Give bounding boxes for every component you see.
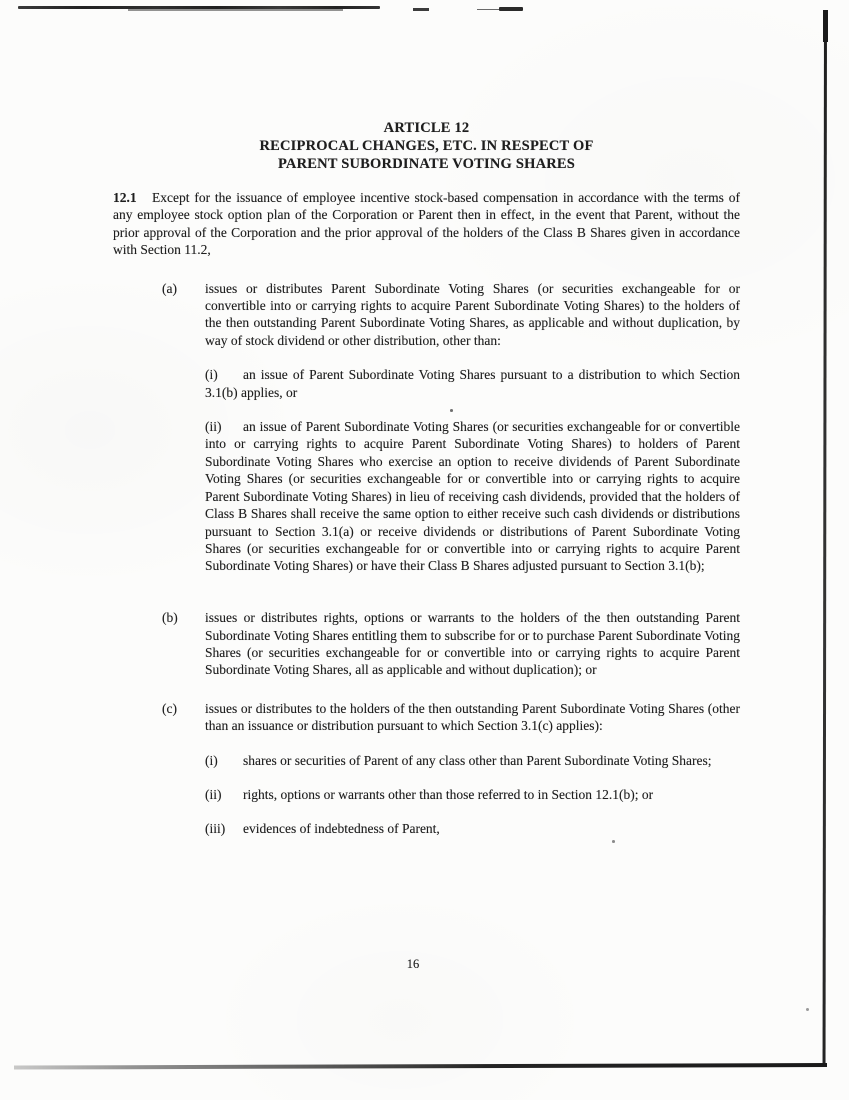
subclause-ii-label: (ii)	[205, 419, 222, 435]
article-heading	[113, 119, 740, 173]
clause-b	[162, 609, 740, 679]
scan-artifact-right-edge-top	[823, 10, 828, 42]
clause-a-subclause-ii	[205, 418, 740, 575]
subclause-i-label: (i)	[205, 752, 218, 768]
article-heading-line3: PARENT SUBORDINATE VOTING SHARES	[277, 156, 576, 172]
article-heading-line1: ARTICLE 12	[383, 120, 470, 136]
page-number: 16	[406, 957, 420, 971]
clause-a-subclause-i	[205, 366, 740, 401]
clause-c-subclause-ii	[205, 786, 740, 803]
subclause-i-text: shares or securities of Parent of any class other than Parent Subordinate Voting Shares;	[243, 752, 712, 768]
subclause-ii-text: an issue of Parent Subordinate Voting Shares (or securities exchangeable for or convertible into or carrying rights to acquire Parent Subordinate Voting Shares) to holders of Parent Subordinate Voting Shares who exercise an option to receive dividends of Parent Subordinate Voting Shares (or securities exchangeable for or convertible into or carrying rights to acquire Parent Subordinate Voting Shares) in lieu of receiving cash dividends, provided that the holders of Class B Shares shall receive the same option to either receive such cash dividends or distributions pursuant to Section 3.1(a) or receive dividends or distributions of Parent Subordinate Voting Shares (or securities exchangeable for or convertible into or carrying rights to acquire Parent Subordinate Voting Shares) or have their Class B Shares adjusted pursuant to Section 3.1(b);	[205, 419, 740, 574]
scan-artifact-right-edge	[823, 10, 827, 1066]
subclause-i-label: (i)	[205, 367, 218, 383]
section-12-1-paragraph	[113, 189, 740, 259]
scan-speck	[806, 1008, 809, 1011]
subclause-iii-text: evidences of indebtedness of Parent,	[243, 821, 440, 837]
clause-c-subclause-iii	[205, 820, 740, 837]
clause-a	[162, 280, 740, 589]
subclause-ii-text: rights, options or warrants other than those referred to in Section 12.1(b); or	[243, 787, 654, 803]
clause-c	[162, 700, 740, 852]
section-number: 12.1	[113, 190, 137, 205]
clause-c-label: (c)	[162, 700, 177, 716]
section-intro-text: Except for the issuance of employee incentive stock-based compensation in accordance with the terms of any employee stock option plan of the Corporation or Parent then in effect, in the event that Parent, without the prior approval of the Corporation and the prior approval of the holders of the Class B Shares given in accordance with Section 11.2,	[113, 190, 740, 258]
subclause-i-text: an issue of Parent Subordinate Voting Shares pursuant to a distribution to which Section 3.1(b) applies, or	[205, 367, 740, 400]
clause-b-label: (b)	[162, 610, 178, 626]
clause-c-text: issues or distributes to the holders of the then outstanding Parent Subordinate Voting Shares (other than an issuance or distribution pursuant to which Section 3.1(c) applies):	[205, 700, 740, 734]
subclause-iii-label: (iii)	[205, 821, 226, 837]
document-body	[113, 0, 740, 851]
article-heading-line2: RECIPROCAL CHANGES, ETC. IN RESPECT OF	[259, 138, 594, 154]
clause-c-subclause-i	[205, 752, 740, 769]
clause-b-text: issues or distributes rights, options or warrants to the holders of the then outstanding Parent Subordinate Voting Shares entitling them to subscribe for or to purchase Parent Subordinate Voting Shares (or securities exchangeable for or convertible into or carrying rights to acquire Parent Subordinate Voting Shares, all as applicable and without duplication); or	[205, 610, 740, 678]
scan-artifact-bottom-edge	[14, 1063, 827, 1069]
clause-a-text: issues or distributes Parent Subordinate Voting Shares (or securities exchangeable for or convertible into or carrying rights to acquire Parent Subordinate Voting Shares) to the holders of the then outstanding Parent Subordinate Voting Shares, as applicable and without duplication, by way of stock dividend or other distribution, other than:	[205, 280, 740, 348]
clause-a-label: (a)	[162, 280, 177, 296]
subclause-ii-label: (ii)	[205, 787, 222, 803]
